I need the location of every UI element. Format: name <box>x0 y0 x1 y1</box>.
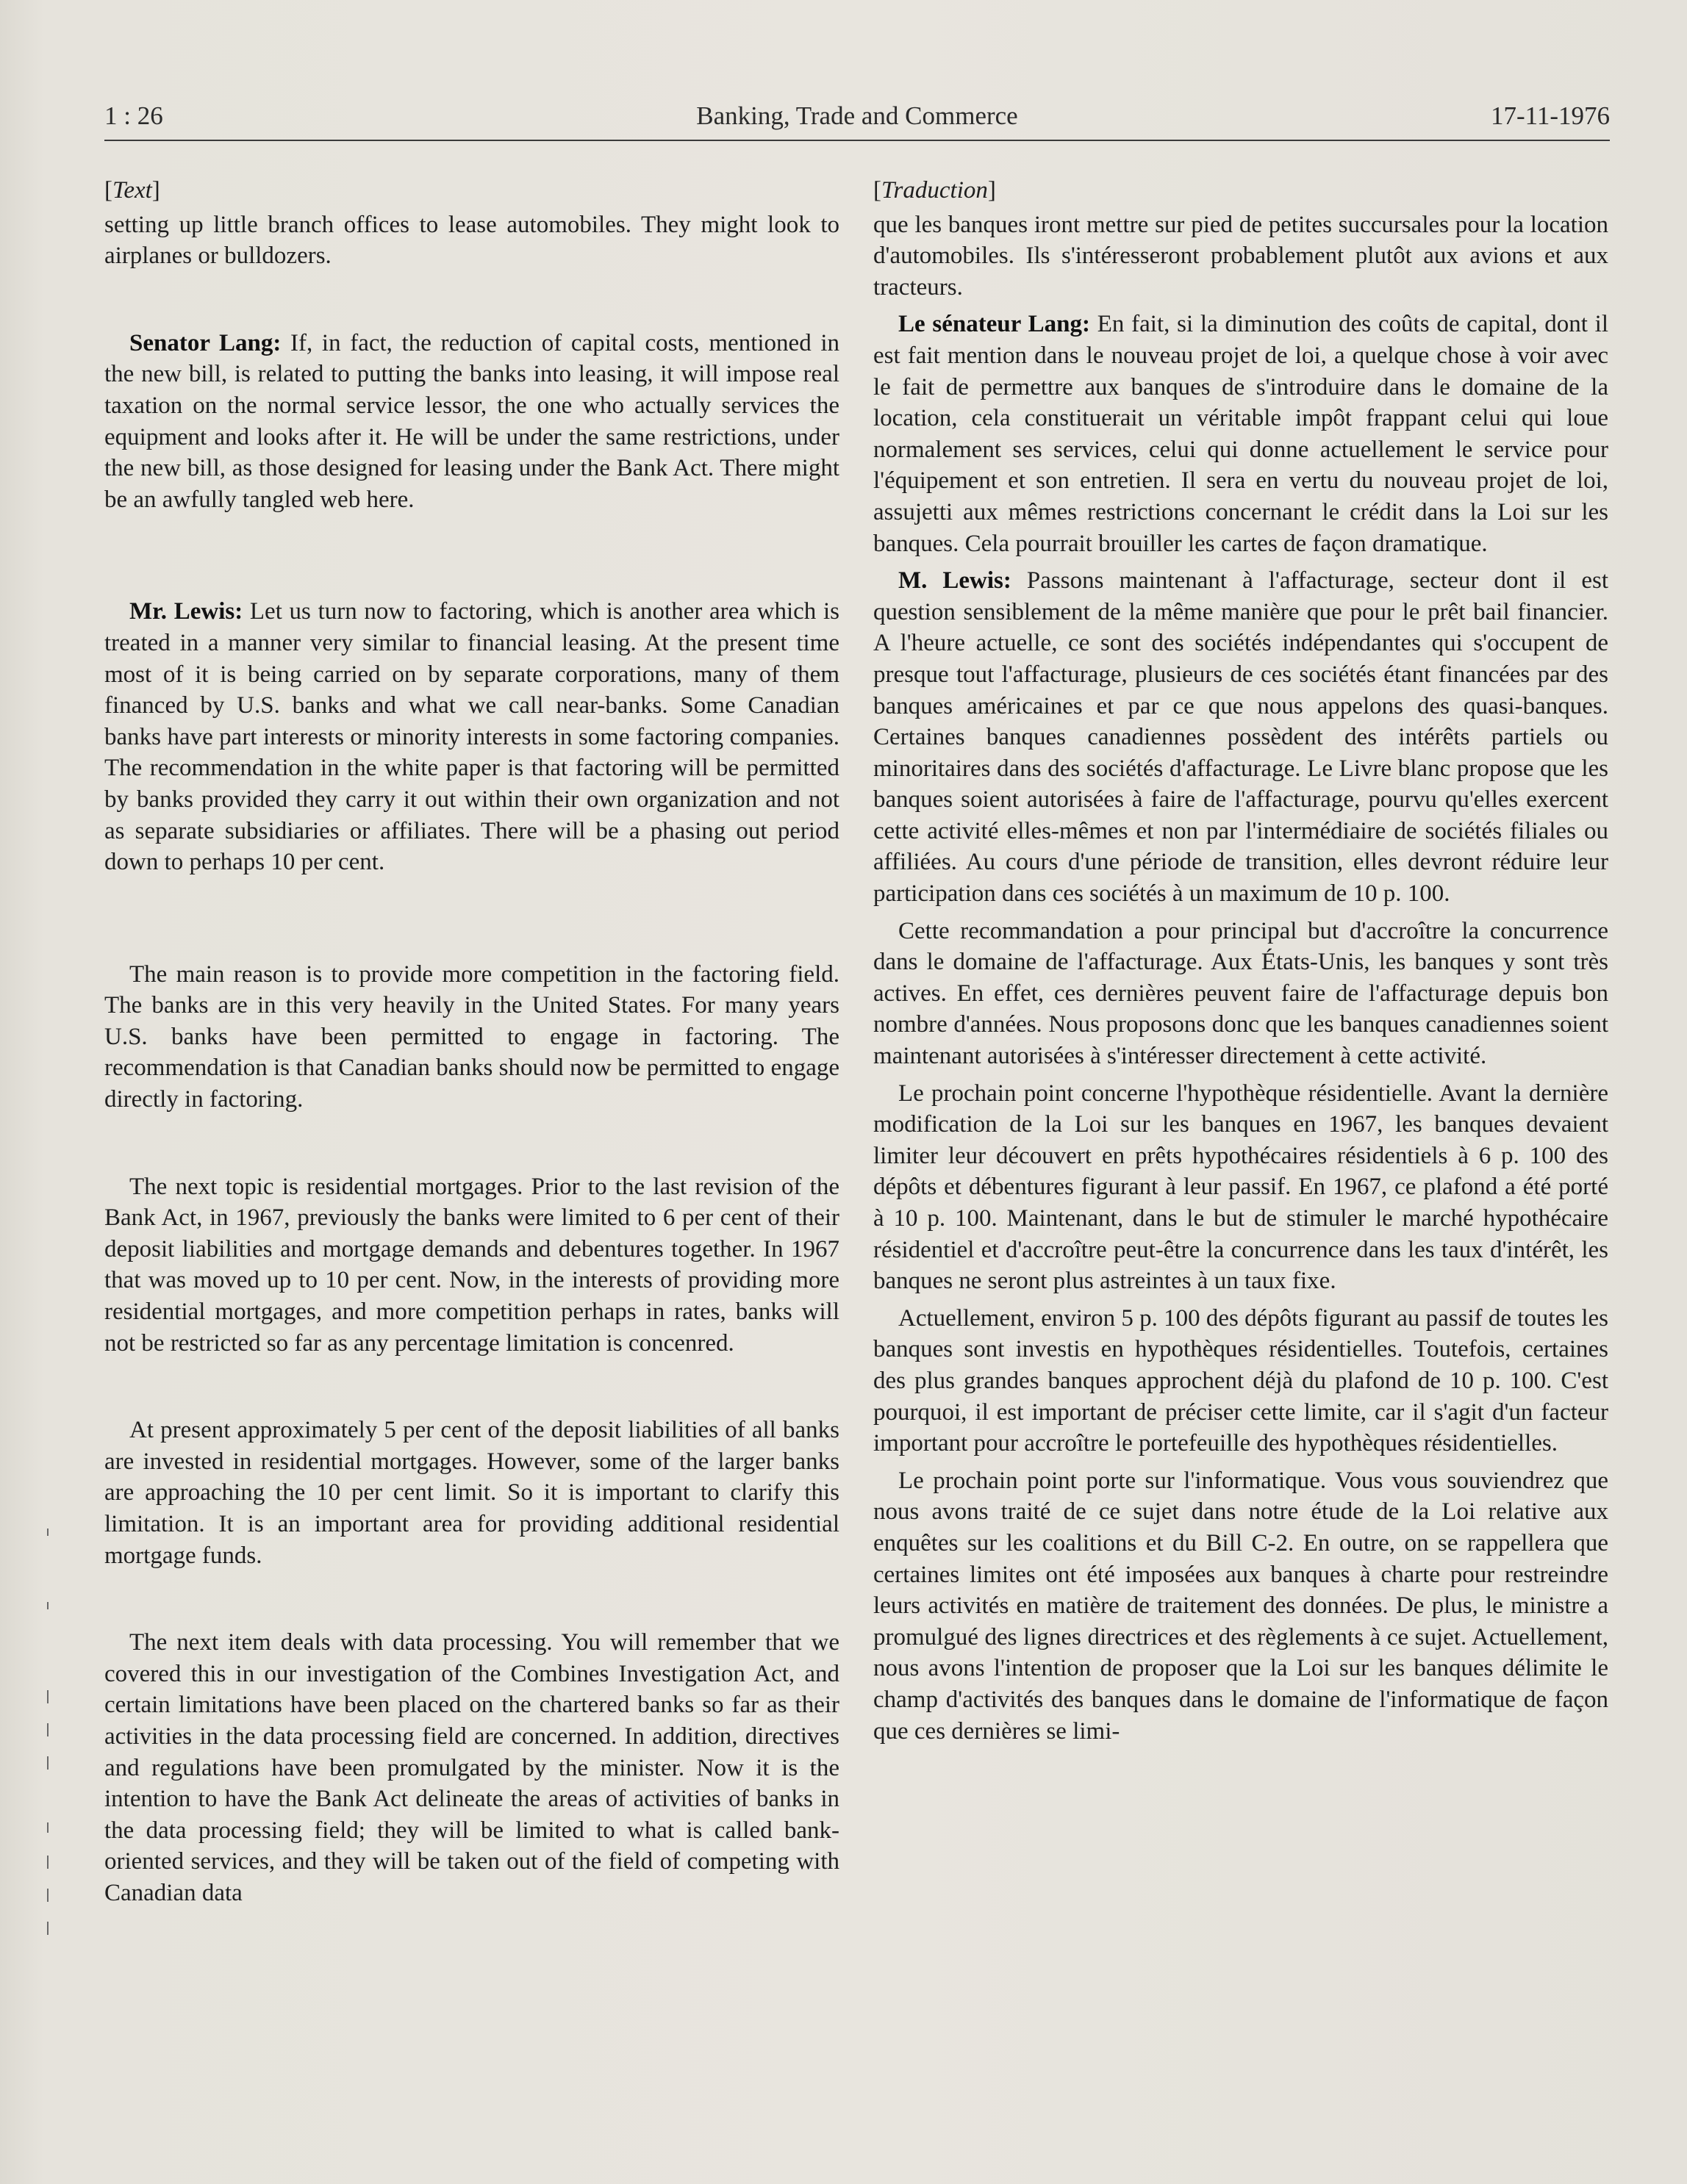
margin-mark <box>47 1856 49 1869</box>
paragraphe-senateur-lang: Le sénateur Lang: En fait, si la diminution des coûts de capital, dont il est fait mention dans le nouveau projet de loi, a quelque chose à voir avec le fait de permettre aux banques de s'introduire dans le domaine de la location, cela constituerait un véritable impôt frappant celui qui loue normalement ses services, celui qui donne actuellement le service pour l'équipement et son entretien. Il sera en vertu du nouveau projet de loi, assujetti aux mêmes restrictions concernant le crédit dans la Loi sur les banques. Cela pourrait brouiller les cartes de façon dramatique. <box>873 311 1608 557</box>
paragraph-continuation: setting up little branch offices to lease automobiles. They might look to airplanes or bulldozers. <box>104 211 839 270</box>
paragraph-factoring-reason: The main reason is to provide more competition in the factoring field. The banks are in this very heavily in the United States. For many years U.S. banks have been permitted to engage in factoring. The recommendation is that Canadian banks should now be permitted to engage directly in factoring. <box>104 960 839 1113</box>
speaker-name: M. Lewis: <box>898 567 1011 595</box>
column-label-traduction: [Traduction] <box>873 177 996 204</box>
margin-marks <box>44 1529 51 1940</box>
page-number: 1 : 26 <box>104 101 163 130</box>
speaker-name: Le sénateur Lang: <box>898 311 1090 338</box>
margin-mark <box>47 1690 49 1703</box>
column-label-text: [Text] <box>104 177 160 204</box>
sitting-date: 17-11-1976 <box>1490 101 1610 130</box>
english-column <box>104 175 839 1909</box>
paragraph-data-processing: The next item deals with data processing. You will remember that we covered this in our investigation of the Combines Investigation Act, and certain limitations have been placed on the chartered banks so far as their activities in the data processing field are concerned. In addition, directives and regulations have been promulgated by the minister. Now it is the intention to have the Bank Act delineate the areas of activities of banks in the data processing field; they will be limited to what is called bank-oriented services, and they will be taken out of the field of competing with Canadian data <box>104 1629 839 1906</box>
margin-mark <box>47 1822 49 1833</box>
french-column <box>873 175 1608 1747</box>
paragraph-senator-lang: Senator Lang: If, in fact, the reduction of capital costs, mentioned in the new bill, is related to putting the banks into leasing, it will impose real taxation on the normal service lessor, the one who actually services the equipment and looks after it. He will be under the same restrictions, under the new bill, as those designed for leasing under the Bank Act. There might be an awfully tangled web here. <box>104 329 839 513</box>
paragraphe-m-lewis-affacturage: M. Lewis: Passons maintenant à l'affacturage, secteur dont il est question sensiblement de la même manière que pour le prêt bail financier. A l'heure actuelle, ce sont des sociétés indépendantes qui s'occupent de presque tout l'affacturage, plusieurs de ces sociétés étant financées par des banques américaines et par ce que nous appelons des quasi-banques. Certaines banques canadiennes possèdent des intérêts partiels ou minoritaires dans des sociétés d'affacturage. Le Livre blanc propose que les banques soient autorisées à faire de l'affacturage, pourvu qu'elles exercent cette activité elles-mêmes et non par l'intermédiaire de sociétés filiales ou affiliées. Au cours d'une période de transition, elles devront réduire leur participation dans ces sociétés à un maximum de 10 p. 100. <box>873 567 1608 908</box>
publication-title: Banking, Trade and Commerce <box>696 101 1018 130</box>
running-header <box>104 98 1610 141</box>
paragraphe-hypotheque: Le prochain point concerne l'hypothèque résidentielle. Avant la dernière modification de la Loi sur les banques en 1967, les banques devaient limiter leur découvert en prêts hypothécaires résidentiels à 6 p. 100 des dépôts et débentures figurant à leur passif. En 1967, ce plafond a été porté à 10 p. 100. Maintenant, dans le but de stimuler le marché hypothécaire résidentiel et d'accroître peut-être la concurrence dans les taux d'intérêt, les banques ne seront plus astreintes à un taux fixe. <box>873 1080 1608 1295</box>
speaker-name: Mr. Lewis: <box>129 598 243 625</box>
margin-mark <box>47 1922 49 1935</box>
margin-mark <box>47 1889 49 1902</box>
paragraph-mr-lewis-factoring: Mr. Lewis: Let us turn now to factoring, which is another area which is treated in a manner very similar to financial leasing. At the present time most of it is being carried on by separate corporations, many of them financed by U.S. banks and what we call near-banks. Some Canadian banks have part interests or minority interests in some factoring companies. The recommendation in the white paper is that factoring will be permitted by banks provided they carry it out within their own organization and not as separate subsidiaries or affiliates. There will be a phasing out period down to perhaps 10 per cent. <box>104 598 839 876</box>
margin-mark <box>47 1602 49 1609</box>
margin-mark <box>47 1529 49 1536</box>
paragraphe-suite: que les banques iront mettre sur pied de petites succursales pour la location d'automobiles. Ils s'intéresseront probablement plutôt aux avions et aux tracteurs. <box>873 211 1608 301</box>
speaker-name: Senator Lang: <box>129 329 282 356</box>
margin-mark <box>47 1756 49 1770</box>
paragraph-residential-mortgages: The next topic is residential mortgages. Prior to the last revision of the Bank Act, in 1967, previously the banks were limited to 6 per cent of their deposit liabilities and mortgage demands and debentures together. In 1967 that was moved up to 10 per cent. Now, in the interests of providing more residential mortgages, and more competition perhaps in rates, banks will not be restricted so far as any percentage limitation is concenred. <box>104 1173 839 1357</box>
margin-mark <box>47 1723 49 1736</box>
paragraphe-depots: Actuellement, environ 5 p. 100 des dépôts figurant au passif de toutes les banques sont investis en hypothèques résidentielles. Toutefois, certaines des plus grandes banques approchent déjà du plafond de 10 p. 100. C'est pourquoi, il est important de préciser cette limite, car il s'agit d'un facteur important pour accroître le portefeuille des hypothèques résidentielles. <box>873 1304 1608 1457</box>
paragraphe-recommandation: Cette recommandation a pour principal but d'accroître la concurrence dans le domaine de l'affacturage. Aux États-Unis, les banques y sont très actives. En effet, ces dernières peuvent faire de l'affacturage depuis bon nombre d'années. Nous proposons donc que les banques canadiennes soient maintenant autorisées à s'intéresser directement à cette activité. <box>873 917 1608 1070</box>
paragraph-deposit-liabilities: At present approximately 5 per cent of the deposit liabilities of all banks are invested in residential mortgages. However, some of the larger banks are approaching the 10 per cent limit. So it is important to clarify this limitation. It is an important area for providing additional residential mortgage funds. <box>104 1417 839 1569</box>
paragraphe-informatique: Le prochain point porte sur l'informatique. Vous vous souviendrez que nous avons traité de ce sujet dans notre étude de la Loi relative aux enquêtes sur les coalitions et du Bill C-2. En outre, on se rappellera que certaines limites ont été imposées aux banques à charte pour restreindre leurs activités en matière de traitement des données. De plus, le ministre a promulgué des lignes directrices et des règlements à ce sujet. Actuellement, nous avons l'intention de proposer que la Loi sur les banques délimite le champ d'activités des banques dans le domaine de l'informatique de façon que ces dernières se limi- <box>873 1467 1608 1745</box>
